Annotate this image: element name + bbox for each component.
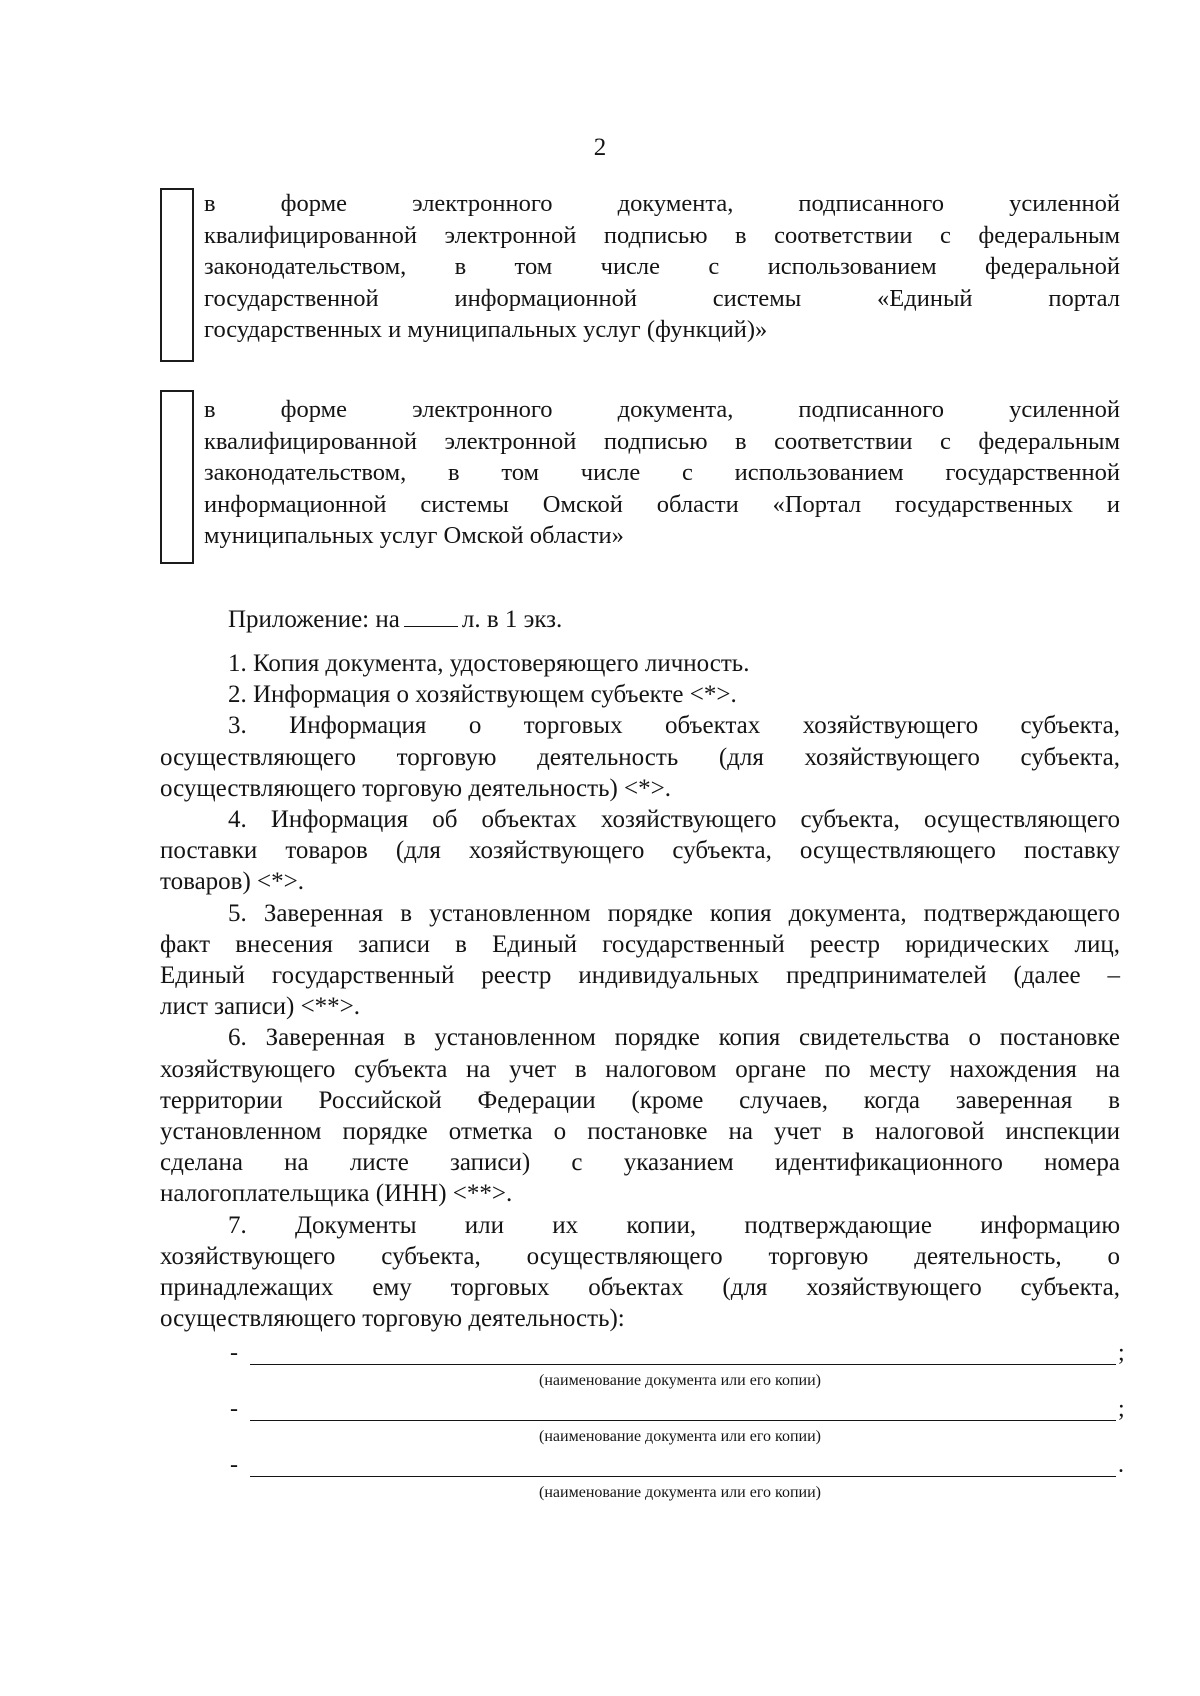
option-line: муниципальных услуг Омской области»: [204, 522, 624, 549]
list-item-line: 6. Заверенная в установленном порядке копия свидетельства о постановке: [228, 1024, 1120, 1052]
entry-end-mark: .: [1118, 1452, 1124, 1478]
list-item-line: территории Российской Федерации (кроме случаев, когда заверенная в: [160, 1086, 1120, 1114]
entry-end-mark: ;: [1118, 1340, 1125, 1366]
option-line: в форме электронного документа, подписанного усиленной: [204, 190, 1120, 217]
list-item: [160, 1210, 1120, 1335]
page-number: 2: [593, 134, 607, 161]
document-name-field[interactable]: [250, 1420, 1116, 1421]
list-item-line: 5. Заверенная в установленном порядке копия документа, подтверждающего: [228, 899, 1120, 927]
entry-end-mark: ;: [1118, 1396, 1125, 1422]
list-item-line: 2. Информация о хозяйствующем субъекте <*>.: [228, 681, 737, 709]
option-line: в форме электронного документа, подписанного усиленной: [204, 396, 1120, 423]
list-item-line: осуществляющего торговую деятельность (для хозяйствующего субъекта,: [160, 743, 1120, 771]
document-name-field[interactable]: [250, 1364, 1116, 1365]
option-line: законодательством, в том числе с использованием государственной: [204, 459, 1120, 486]
list-item-line: 7. Документы или их копии, подтверждающие информацию: [228, 1211, 1120, 1239]
submission-option-omsk-portal: [160, 394, 1120, 564]
list-item-line: факт внесения записи в Единый государственный реестр юридических лиц,: [160, 930, 1120, 958]
appendix-suffix: л. в 1 экз.: [461, 606, 563, 633]
list-item-line: хозяйствующего субъекта на учет в налоговом органе по месту нахождения на: [160, 1055, 1120, 1083]
option-line: квалифицированной электронной подписью в соответствии с федеральным: [204, 221, 1120, 249]
list-item-line: установленном порядке отметка о постановке на учет в налоговой инспекции: [160, 1118, 1120, 1146]
document-entry-3: [230, 1450, 1130, 1484]
list-item-line: осуществляющего торговую деятельность):: [160, 1305, 625, 1333]
list-item-line: 4. Информация об объектах хозяйствующего субъекта, осуществляющего: [228, 806, 1120, 834]
list-item-line: лист записи) <**>.: [160, 993, 361, 1021]
list-item-line: товаров) <*>.: [160, 868, 304, 896]
list-item: [160, 710, 1120, 804]
list-item: [160, 898, 1120, 1023]
list-item-line: 3. Информация о торговых объектах хозяйствующего субъекта,: [228, 712, 1120, 740]
checkbox-federal-portal[interactable]: [160, 188, 194, 362]
field-caption: (наименование документа или его копии): [539, 1428, 821, 1445]
list-item-line: Единый государственный реестр индивидуальных предпринимателей (далее –: [160, 962, 1120, 990]
appendix-line: [228, 606, 562, 634]
field-caption: (наименование документа или его копии): [539, 1484, 821, 1501]
list-item-line: 1. Копия документа, удостоверяющего личность.: [228, 650, 750, 677]
list-item-line: поставки товаров (для хозяйствующего субъекта, осуществляющего поставку: [160, 837, 1120, 865]
document-entry-2: [230, 1394, 1130, 1428]
attachments-list: [160, 648, 1120, 1334]
option-line: законодательством, в том числе с использованием федеральной: [204, 253, 1120, 280]
list-item-line: хозяйствующего субъекта, осуществляющего торговую деятельность, о: [160, 1242, 1120, 1270]
list-item-line: принадлежащих ему торговых объектах (для хозяйствующего субъекта,: [160, 1274, 1120, 1302]
list-item: [160, 679, 1120, 710]
appendix-prefix: Приложение: на: [228, 606, 400, 633]
list-item-line: налогоплательщика (ИНН) <**>.: [160, 1180, 513, 1208]
document-entry-1: [230, 1338, 1130, 1372]
checkbox-omsk-portal[interactable]: [160, 390, 194, 564]
sheet-count-blank[interactable]: [404, 608, 458, 627]
list-item: [160, 648, 1120, 679]
submission-option-federal-portal: [160, 188, 1120, 358]
field-caption: (наименование документа или его копии): [539, 1372, 821, 1389]
entry-dash: -: [230, 1340, 238, 1366]
option-text: [204, 394, 1120, 552]
entry-dash: -: [230, 1396, 238, 1422]
option-line: квалифицированной электронной подписью в соответствии с федеральным: [204, 427, 1120, 455]
document-name-field[interactable]: [250, 1476, 1116, 1477]
option-line: информационной системы Омской области «Портал государственных и: [204, 490, 1120, 518]
entry-dash: -: [230, 1452, 238, 1478]
option-text: [204, 188, 1120, 346]
list-item: [160, 1022, 1120, 1209]
option-line: государственных и муниципальных услуг (функций)»: [204, 316, 768, 343]
list-item-line: сделана на листе записи) с указанием идентификационного номера: [160, 1149, 1120, 1177]
list-item: [160, 804, 1120, 898]
option-line: государственной информационной системы «Единый портал: [204, 284, 1120, 312]
list-item-line: осуществляющего торговую деятельность) <*>.: [160, 774, 671, 802]
